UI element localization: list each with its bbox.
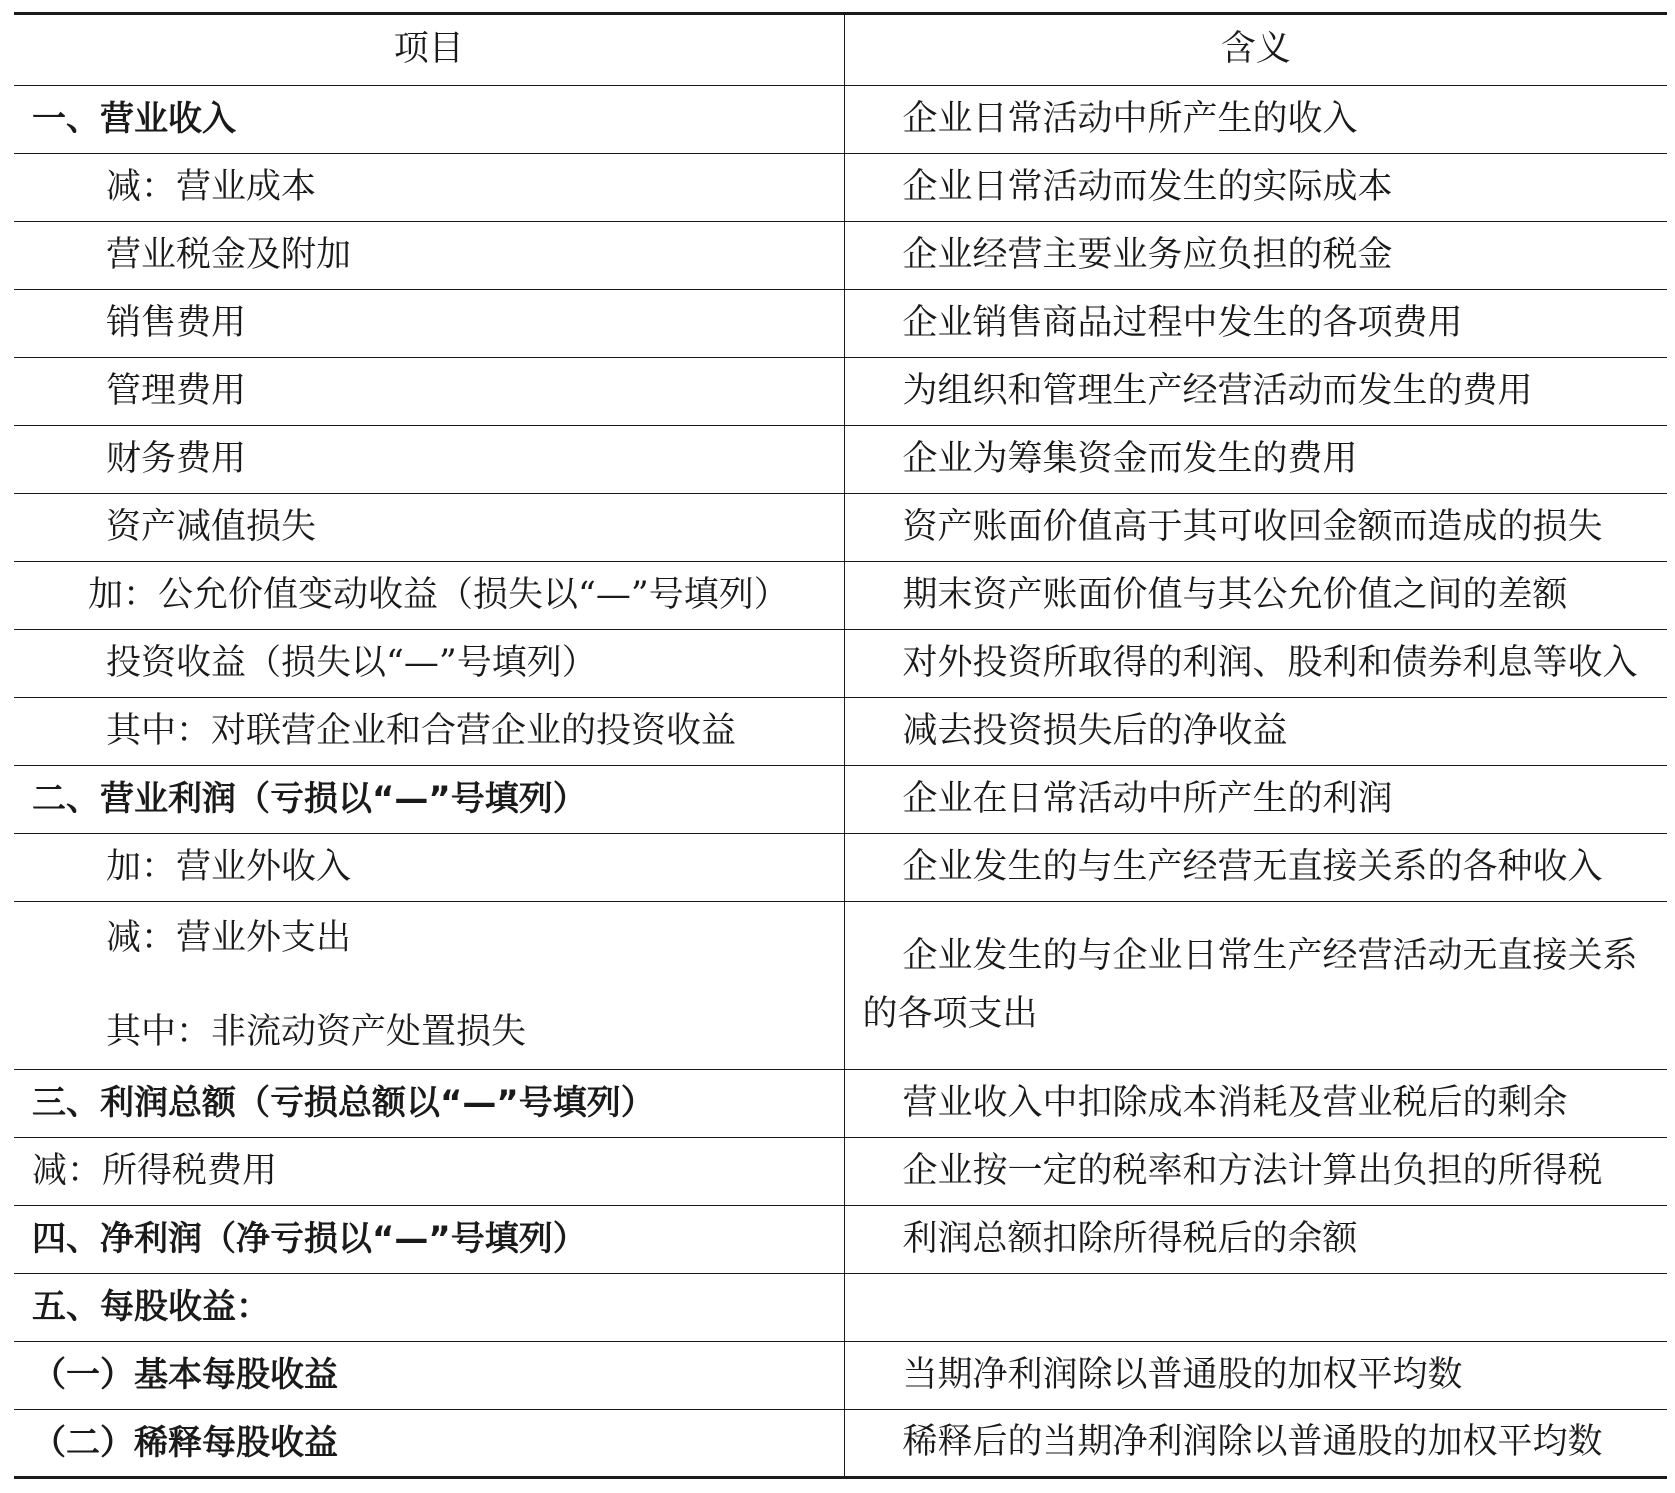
item-cell-subline: 其中：非流动资产处置损失 xyxy=(106,1012,527,1052)
table-row xyxy=(14,1206,1667,1274)
item-cell: 减：所得税费用 xyxy=(14,1138,844,1206)
meaning-cell: 企业经营主要业务应负担的税金 xyxy=(844,222,1667,290)
item-cell: 二、营业利润（亏损以“—”号填列） xyxy=(14,766,844,834)
item-cell: 投资收益（损失以“—”号填列） xyxy=(14,630,844,698)
item-cell-line: 减：营业外支出 xyxy=(106,917,352,958)
meaning-cell: 企业发生的与生产经营无直接关系的各种收入 xyxy=(844,834,1667,902)
item-cell: 减：营业成本 xyxy=(14,154,844,222)
item-cell: （二）稀释每股收益 xyxy=(14,1410,844,1478)
table-row xyxy=(14,290,1667,358)
meaning-cell: 资产账面价值高于其可收回金额而造成的损失 xyxy=(844,494,1667,562)
meaning-cell: 企业为筹集资金而发生的费用 xyxy=(844,426,1667,494)
income-statement-table-container xyxy=(14,12,1667,1479)
meaning-cell: 为组织和管理生产经营活动而发生的费用 xyxy=(844,358,1667,426)
meaning-cell: 期末资产账面价值与其公允价值之间的差额 xyxy=(844,562,1667,630)
meaning-cell: 企业日常活动而发生的实际成本 xyxy=(844,154,1667,222)
meaning-cell: 利润总额扣除所得税后的余额 xyxy=(844,1206,1667,1274)
item-cell: 销售费用 xyxy=(14,290,844,358)
item-cell-stack xyxy=(106,916,844,1056)
meaning-cell: 企业发生的与企业日常生产经营活动无直接关系的各项支出 xyxy=(844,902,1667,1070)
meaning-cell: 企业按一定的税率和方法计算出负担的所得税 xyxy=(844,1138,1667,1206)
meaning-cell: 稀释后的当期净利润除以普通股的加权平均数 xyxy=(902,1422,1603,1463)
table-row xyxy=(14,154,1667,222)
meaning-cell: 企业销售商品过程中发生的各项费用 xyxy=(844,290,1667,358)
item-cell: 三、利润总额（亏损总额以“—”号填列） xyxy=(14,1070,844,1138)
meaning-cell: 企业在日常活动中所产生的利润 xyxy=(844,766,1667,834)
table-row xyxy=(14,766,1667,834)
table-row xyxy=(14,562,1667,630)
item-cell: 其中：对联营企业和合营企业的投资收益 xyxy=(14,698,844,766)
table-row xyxy=(14,1410,1667,1478)
item-cell: 加：公允价值变动收益（损失以“—”号填列） xyxy=(14,562,844,630)
table-row xyxy=(14,426,1667,494)
meaning-cell: 企业日常活动中所产生的收入 xyxy=(844,86,1667,154)
income-statement-table xyxy=(14,12,1667,1479)
item-cell: 四、净利润（净亏损以“—”号填列） xyxy=(14,1206,844,1274)
table-row xyxy=(14,1138,1667,1206)
table-header-row xyxy=(14,14,1667,86)
table-row xyxy=(14,222,1667,290)
table-row xyxy=(14,86,1667,154)
header-meaning: 含义 xyxy=(844,14,1667,86)
table-row xyxy=(14,1274,1667,1342)
item-cell: 营业税金及附加 xyxy=(14,222,844,290)
header-item: 项目 xyxy=(14,14,844,86)
item-cell: （一）基本每股收益 xyxy=(14,1342,844,1410)
item-cell: 五、每股收益： xyxy=(14,1274,844,1342)
item-cell: 财务费用 xyxy=(14,426,844,494)
table-row xyxy=(14,698,1667,766)
table-row xyxy=(14,494,1667,562)
item-cell: 管理费用 xyxy=(14,358,844,426)
table-row xyxy=(14,1070,1667,1138)
item-cell: 资产减值损失 xyxy=(14,494,844,562)
meaning-cell: 对外投资所取得的利润、股利和债券利息等收入 xyxy=(844,630,1667,698)
meaning-cell xyxy=(844,1274,1667,1342)
item-cell: 一、营业收入 xyxy=(14,86,844,154)
meaning-cell: 当期净利润除以普通股的加权平均数 xyxy=(844,1342,1667,1410)
table-row xyxy=(14,834,1667,902)
item-cell xyxy=(14,902,844,1070)
meaning-cell: 减去投资损失后的净收益 xyxy=(844,698,1667,766)
table-row xyxy=(14,1342,1667,1410)
item-cell: 加：营业外收入 xyxy=(14,834,844,902)
table-row xyxy=(14,902,1667,1070)
meaning-cell: 营业收入中扣除成本消耗及营业税后的剩余 xyxy=(844,1070,1667,1138)
table-row xyxy=(14,630,1667,698)
table-row xyxy=(14,358,1667,426)
